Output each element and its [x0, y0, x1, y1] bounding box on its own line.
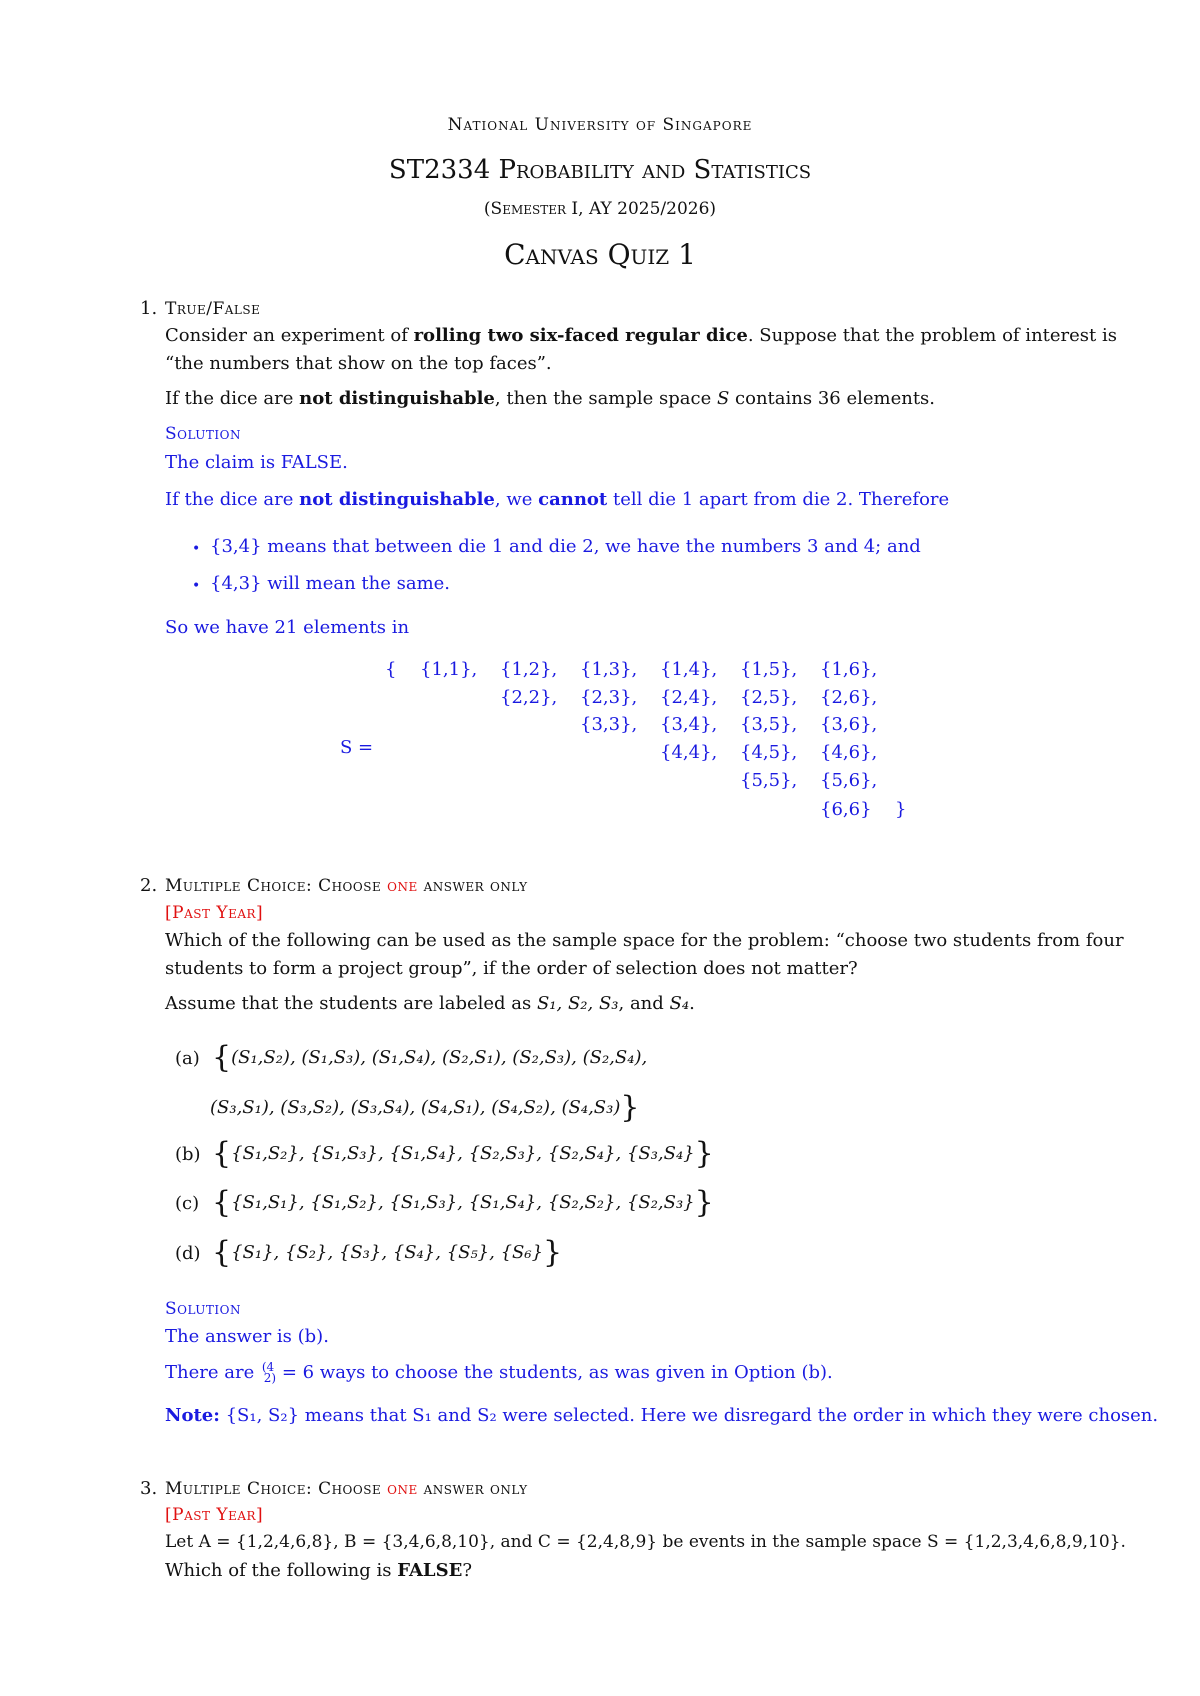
q1-solution-label: Solution — [165, 424, 241, 444]
q3-prompt-line2: Which of the following is FALSE? — [165, 1560, 472, 1581]
q3-past-year: [Past Year] — [165, 1505, 264, 1525]
bullet-icon: • — [192, 578, 201, 594]
q2-prompt-line2: students to form a project group”, if the order of selection does not matter? — [165, 958, 858, 979]
matrix-cell: {1,5}, — [740, 659, 798, 680]
q2-prompt-line3: Assume that the students are labeled as S₁, S₂, S₃, and S₄. — [165, 993, 695, 1014]
matrix-cell: {6,6} — [820, 799, 872, 820]
q2-option-b-label[interactable]: (b) — [175, 1144, 201, 1165]
matrix-cell: {3,5}, — [740, 714, 798, 735]
q2-option-c-label[interactable]: (c) — [175, 1193, 200, 1214]
binom-top: 4 — [266, 1360, 275, 1374]
matrix-cell: {4,6}, — [820, 742, 878, 763]
q1-claim: If the dice are not distinguishable, then the sample space S contains 36 elements. — [165, 388, 936, 409]
matrix-cell: {5,6}, — [820, 770, 878, 791]
sample-space-label: S = — [340, 737, 374, 758]
q1-prompt-line1: Consider an experiment of rolling two six-faced regular dice. Suppose that the problem of interest is — [165, 325, 1117, 346]
q1-type: True/False — [165, 299, 261, 319]
q2-past-year: [Past Year] — [165, 903, 264, 923]
matrix-cell: {1,6}, — [820, 659, 878, 680]
q3-type: Multiple Choice: Choose one answer only — [165, 1479, 528, 1499]
q2-type: Multiple Choice: Choose one answer only — [165, 876, 528, 896]
matrix-cell: {1,3}, — [580, 659, 638, 680]
semester-line: (Semester I, AY 2025/2026) — [483, 199, 717, 219]
matrix-cell: {3,6}, — [820, 714, 878, 735]
q2-option-d[interactable]: {{S₁}, {S₂}, {S₃}, {S₄}, {S₅}, {S₆}} — [212, 1235, 563, 1270]
q2-answer: The answer is (b). — [165, 1326, 329, 1347]
matrix-cell: {3,4}, — [660, 714, 718, 735]
matrix-cell: {2,4}, — [660, 687, 718, 708]
q1-bullet-2: {4,3} will mean the same. — [210, 573, 451, 594]
q2-explanation: There are (4 2) = 6 ways to choose the students, as was given in Option (b). — [165, 1360, 833, 1385]
matrix-cell: {2,2}, — [500, 687, 558, 708]
sample-space-close-brace: } — [895, 799, 907, 820]
matrix-cell: {3,3}, — [580, 714, 638, 735]
q2-option-b[interactable]: {{S₁,S₂}, {S₁,S₃}, {S₁,S₄}, {S₂,S₃}, {S₂,S₄}, {S₃,S₄}} — [212, 1136, 714, 1171]
binom-bottom: 2 — [263, 1371, 272, 1385]
matrix-cell: {2,5}, — [740, 687, 798, 708]
q2-number: 2. — [140, 875, 158, 896]
course-title: ST2334 Probability and Statistics — [388, 155, 812, 185]
q2-option-a-line2[interactable]: (S₃,S₁), (S₃,S₂), (S₃,S₄), (S₄,S₁), (S₄,S₂), (S₄,S₃)} — [210, 1090, 640, 1125]
q2-option-a[interactable]: {(S₁,S₂), (S₁,S₃), (S₁,S₄), (S₂,S₁), (S₂,S₃), (S₂,S₄), — [212, 1040, 648, 1075]
matrix-cell: {1,4}, — [660, 659, 718, 680]
q2-note: Note: {S₁, S₂} means that S₁ and S₂ were selected. Here we disregard the order in which they were chosen. — [165, 1405, 1159, 1426]
q2-option-a-label[interactable]: (a) — [175, 1048, 200, 1069]
matrix-cell: {5,5}, — [740, 770, 798, 791]
q1-conclusion: So we have 21 elements in — [165, 617, 410, 638]
q2-option-d-label[interactable]: (d) — [175, 1243, 201, 1264]
matrix-cell: {1,1}, — [420, 659, 478, 680]
q2-prompt-line1: Which of the following can be used as the sample space for the problem: “choose two students from four — [165, 930, 1124, 951]
q2-option-c[interactable]: {{S₁,S₁}, {S₁,S₂}, {S₁,S₃}, {S₁,S₄}, {S₂,S₂}, {S₂,S₃}} — [212, 1185, 714, 1220]
q1-explanation: If the dice are not distinguishable, we cannot tell die 1 apart from die 2. Therefore — [165, 489, 950, 510]
bullet-icon: • — [192, 541, 201, 557]
q3-number: 3. — [140, 1478, 158, 1499]
sample-space-open-brace: { — [385, 659, 397, 680]
matrix-cell: {1,2}, — [500, 659, 558, 680]
quiz-title: Canvas Quiz 1 — [504, 238, 696, 271]
q1-prompt-line2: “the numbers that show on the top faces”. — [165, 353, 552, 374]
university-name: National University of Singapore — [447, 115, 753, 135]
matrix-cell: {2,3}, — [580, 687, 638, 708]
q1-answer: The claim is FALSE. — [165, 452, 348, 473]
q1-bullet-1: {3,4} means that between die 1 and die 2, we have the numbers 3 and 4; and — [210, 536, 921, 557]
q1-number: 1. — [140, 298, 158, 319]
matrix-cell: {4,4}, — [660, 742, 718, 763]
matrix-cell: {2,6}, — [820, 687, 878, 708]
q3-prompt-line1: Let A = {1,2,4,6,8}, B = {3,4,6,8,10}, and C = {2,4,8,9} be events in the sample space S = {1,2,3,4,6,8,9,10}. — [165, 1532, 1126, 1552]
q2-solution-label: Solution — [165, 1299, 241, 1319]
matrix-cell: {4,5}, — [740, 742, 798, 763]
